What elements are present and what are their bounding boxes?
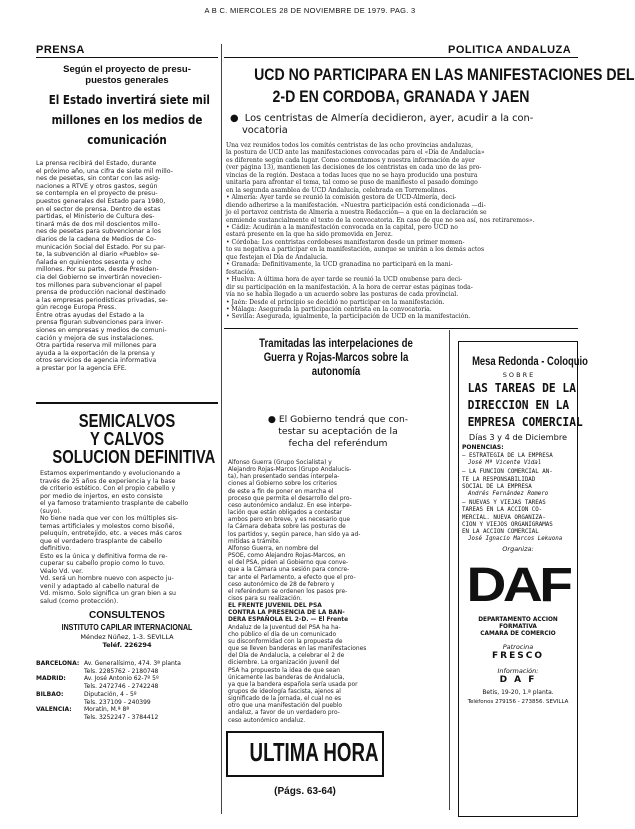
text-line: cación y mejora de sus instalaciones. bbox=[36, 334, 154, 342]
article2-body bbox=[228, 460, 444, 725]
city-line1: Diputación, 4 - 5º bbox=[84, 690, 137, 698]
city-line2: Tels. 3252247 - 3784412 bbox=[84, 713, 159, 721]
text-line: que se lleven banderas en las manifestaciones bbox=[228, 646, 367, 653]
hair-ad-headline: SEMICALVOS Y CALVOS SOLUCION DEFINITIVA bbox=[52, 411, 216, 467]
text-line: ceso autonómico andaluz. bbox=[228, 717, 306, 724]
text-line: diarios de la cadena de Medios de Co- bbox=[36, 235, 157, 243]
ultima-hora-box[interactable] bbox=[226, 731, 384, 777]
city-info bbox=[84, 691, 151, 706]
divider bbox=[36, 57, 218, 58]
text-line: PSA ha propuesto la idea de que sean bbox=[228, 667, 340, 674]
text-line: mitidas a trámite. bbox=[228, 538, 281, 545]
text-line: cho público el día de un comunicado bbox=[228, 631, 337, 638]
prensa-subhead: Según el proyecto de presu- puestos generales bbox=[63, 64, 191, 86]
divider bbox=[224, 57, 578, 58]
text-line: • Sevilla: Asegurada, igualmente, la participación de UCD en la manifestación. bbox=[226, 313, 471, 321]
daf-logo: DAF bbox=[466, 559, 570, 613]
text-line: a las empresas periodísticas privadas, se- bbox=[36, 296, 168, 304]
text-line: (ver página 13), mantienen las decisiones de los centristas en cada uno de las pro- bbox=[226, 164, 482, 172]
ad-info-label: Información: bbox=[497, 667, 539, 676]
text-line: millones. Por su parte, desde Presiden- bbox=[36, 266, 159, 274]
text-line: a prestar por la agencia EFE. bbox=[36, 365, 127, 373]
ultima-hora-title: ULTIMA HORA bbox=[249, 737, 379, 767]
text-line: que el verdadero trasplante de cabello bbox=[40, 537, 163, 545]
city-info bbox=[84, 675, 159, 690]
text-line: de este a fin de poner en marcha el bbox=[228, 488, 334, 495]
city-line2: Tels. 2285762 - 2180748 bbox=[84, 667, 159, 675]
city-line2: Tels. 2472746 - 2742248 bbox=[84, 683, 159, 691]
text-line: partidas, el Ministerio de Cultura des- bbox=[36, 213, 155, 221]
text-line: enmiende sustancialmente el texto de la convocatoria. En caso de que no sea así, nos retiraremos». bbox=[226, 216, 535, 224]
ad-info-address: Betis, 19-20, 1.ª planta. bbox=[482, 689, 554, 697]
text-line: cisos para su realización. bbox=[228, 595, 303, 602]
text-line: de criterio estético. Con el propio cabello y bbox=[40, 485, 176, 492]
mesa-redonda-ad bbox=[458, 341, 588, 817]
prensa-body bbox=[36, 160, 216, 373]
text-line: • Almería: Ayer tarde se reunió la comisión gestora de UCD-Almería, deci- bbox=[226, 194, 457, 202]
main-headline: UCD NO PARTICIPARA EN LAS MANIFESTACIONES DEL 2-D EN CORDOBA, GRANADA Y JAEN bbox=[254, 65, 635, 106]
text-line: ayuda a la exportación de la prensa y bbox=[36, 349, 155, 357]
divider bbox=[224, 328, 578, 329]
text-line: que a la Cámara una sesión para concre- bbox=[228, 567, 350, 574]
text-line: tinará más de dos mil doscientos millo- bbox=[36, 220, 160, 228]
hair-ad bbox=[36, 412, 218, 466]
text-line: vincias de la región. Destaca a todas luces que no se haya producido una postura bbox=[226, 171, 478, 179]
text-line: es diferente según cada lugar. Como comentamos y nuestra información de ayer bbox=[226, 156, 475, 164]
text-line: ciones al Gobierno sobre los criterios bbox=[228, 481, 337, 488]
ad-info-name: D A F bbox=[499, 675, 537, 686]
text-line: definitivo. bbox=[40, 545, 72, 552]
text-line: unitaria para afrontar el tema, tal como se puso de manifiesto el pasado domingo bbox=[226, 179, 478, 187]
ad-big-title: LAS TAREAS DE LA DIRECCION EN LA EMPRESA COMERCIAL bbox=[467, 380, 583, 429]
ultima-hora-pages: (Págs. 63-64) bbox=[274, 786, 336, 797]
text-line: otro que una manifestación del pueblo bbox=[228, 703, 343, 710]
ad-ponencias: PONENCIAS: bbox=[462, 444, 504, 451]
text-line: grupos de ideología fascista, ajenos al bbox=[228, 689, 341, 695]
text-line: La prensa recibirá del Estado, durante bbox=[36, 160, 157, 167]
text-line: ñalada en quinientos sesenta y ocho bbox=[36, 258, 152, 266]
text-line: Andaluz de la Juventud del PSA ha ha- bbox=[228, 624, 341, 631]
divider bbox=[36, 402, 218, 404]
city-line1: Av. José Antonio 62-7º 5º bbox=[84, 675, 159, 683]
text-line: se contempla en el proyecto de presu- bbox=[36, 190, 158, 198]
text-line: estará presente en la que ha sido promovida en Jerez. bbox=[226, 231, 393, 239]
city-entry bbox=[36, 706, 218, 721]
text-line: los partidos y, según parece, han sido ya ad- bbox=[228, 531, 361, 538]
ad-patrocina: Patrocina bbox=[502, 643, 534, 652]
text-line: andaluz, a favor de un verdadero pro- bbox=[228, 710, 340, 717]
ponencia-line: Andrés Fernández Romero bbox=[468, 491, 549, 498]
text-line: del Día de Andalucía, a celebrar el 2 de bbox=[228, 653, 345, 660]
city-name: BARCELONA: bbox=[36, 660, 80, 667]
text-line: • Jaén: Desde el principio se decidió no participar en la manifestación. bbox=[226, 298, 445, 306]
text-line: el próximo año, una cifra de siete mil millo- bbox=[36, 167, 174, 175]
text-line: Esto es la única y definitiva forma de re- bbox=[40, 552, 168, 560]
text-line: por medio de injertos, en esto consiste bbox=[40, 492, 163, 500]
bullet-icon: ● bbox=[230, 113, 245, 124]
text-line: naciones a RTVE y otros gastos, según bbox=[36, 182, 158, 190]
ponencia-line: José Mª Vicente Vidal bbox=[468, 460, 542, 467]
text-line: otros servicios de agencia informativa bbox=[36, 357, 157, 365]
text-line: (suyo). bbox=[40, 507, 62, 515]
main-body bbox=[226, 142, 578, 321]
text-line: salud (como protección). bbox=[40, 597, 119, 605]
page-header: A B C. MIERCOLES 28 DE NOVIEMBRE DE 1979. PAG. 3 bbox=[204, 6, 416, 15]
text-line: Vd. mismo. Solo significa un gran bien a su bbox=[40, 590, 177, 597]
text-line: temas artificiales y molestos como bisoñé, bbox=[40, 522, 175, 530]
text-line: lación que están obligados a contestar bbox=[228, 510, 343, 517]
text-line: nes de pesetas para subvencionar a los bbox=[36, 228, 162, 236]
text-line: Alfonso Guerra (Grupo Socialista) y bbox=[228, 460, 332, 466]
city-entry bbox=[36, 691, 218, 706]
ad-sobre: S O B R E bbox=[502, 371, 534, 379]
ad-organiza: Organiza: bbox=[502, 545, 534, 554]
text-line: la Cámara debata sobre las posturas de bbox=[228, 524, 346, 531]
text-line: gún recoge Europa Press. bbox=[36, 304, 117, 312]
text-line: peluquín, entretejido, etc. a veces más caros bbox=[40, 530, 182, 537]
city-line2: Tels. 237109 - 240399 bbox=[84, 698, 151, 706]
text-line: que festejan el Día de Andalucía. bbox=[226, 253, 328, 261]
text-line: Estamos experimentando y evolucionando a bbox=[40, 470, 181, 477]
text-line: • Granada: Definitivamente, la UCD granadina no participará en la mani- bbox=[226, 261, 453, 269]
text-line: festación. bbox=[226, 268, 256, 276]
city-info bbox=[84, 660, 181, 675]
text-line: puestos generales del Estado para 1980, bbox=[36, 197, 166, 205]
ponencia-line: EN LA ACCION COMERCIAL bbox=[462, 529, 539, 536]
text-line: prensa figuran subvenciones para inver- bbox=[36, 319, 164, 327]
text-line: la postura de UCD ante las manifestaciones convocadas para el «Día de Andalucía» bbox=[226, 149, 485, 157]
text-line: el ya famoso tratamiento trasplante de cabello bbox=[40, 500, 189, 507]
text-line: to su negativa a participar en la manifestación, aunque se unirán a los demás actos bbox=[226, 246, 485, 254]
prensa-headline: El Estado invertirá siete mil millones en los medios de comunicación bbox=[48, 93, 210, 147]
text-line: • Huelva: A última hora de ayer tarde se reunió la UCD onubense para deci- bbox=[226, 276, 463, 284]
ad-info-phone: Teléfonos 279156 - 273856. SEVILLA bbox=[467, 699, 569, 706]
hair-ad-contact bbox=[36, 610, 218, 649]
text-line: ambos pero en breve, y es necesario que bbox=[228, 517, 350, 524]
consult-title: CONSULTENOS bbox=[89, 610, 165, 621]
text-line: PSOE, como Alejandro Rojas-Marcos, en bbox=[228, 553, 346, 560]
section-label-prensa: PRENSA bbox=[36, 44, 85, 56]
ponencia-item bbox=[462, 453, 574, 467]
text-line: DERA ESPAÑOLA EL 2-D. — El Frente bbox=[228, 617, 349, 624]
text-line: tos millones para subvencionar el papel bbox=[36, 281, 162, 289]
text-line: Entre otras ayudas del Estado a la bbox=[36, 311, 145, 319]
text-line: ceso autonómico de 28 de febrero y bbox=[228, 581, 335, 588]
text-line: tar ante el Parlamento, a efecto que el pro- bbox=[228, 574, 356, 581]
text-line: ceso autonómico andaluz. En ese interpe- bbox=[228, 502, 352, 509]
ponencia-line: — ESTRATEGIA DE LA EMPRESA bbox=[462, 453, 553, 459]
text-line: el referéndum se ordenen los pasos pre- bbox=[228, 588, 348, 595]
ponencia-line: — LA FUNCION COMERCIAL AN- bbox=[462, 469, 553, 476]
article2-lead: ● El Gobierno tendrá que con- testar su aceptación de la fecha del referéndum bbox=[267, 414, 409, 449]
text-line: municación Social del Estado. Por su par- bbox=[36, 243, 166, 251]
text-line: ya que la bandera española sería usada por bbox=[228, 681, 358, 688]
text-line: través de 25 años de experiencia y la base bbox=[40, 477, 176, 485]
ad-ponencias-list bbox=[462, 453, 574, 543]
text-line: Vd. será un hombre nuevo con aspecto ju- bbox=[40, 575, 174, 582]
city-name: VALENCIA: bbox=[36, 706, 72, 714]
institute-name: INSTITUTO CAPILAR INTERNACIONAL bbox=[61, 622, 193, 632]
text-line: Alfonso Guerra, en nombre del bbox=[228, 545, 319, 552]
city-entry bbox=[36, 660, 218, 675]
text-line: • Málaga: Asegurada la participación centrista en la convocatoria. bbox=[226, 305, 432, 313]
ad-title: Mesa Redonda - Coloquio bbox=[472, 356, 588, 368]
text-line: Véalo Vd. ver. bbox=[40, 567, 84, 575]
text-line: Alejandro Rojas-Marcos (Grupo Andalucis- bbox=[228, 467, 352, 474]
text-line: • Cádiz: Acudirán a la manifestación convocada en la capital, pero UCD no bbox=[226, 223, 458, 231]
text-line: No tiene nada que ver con los múltiples sis- bbox=[40, 515, 179, 522]
institute-phone: Teléf. 226294 bbox=[102, 641, 152, 649]
city-info bbox=[84, 706, 158, 721]
text-line: venil y adaptado al cabello natural de bbox=[40, 582, 160, 590]
city-entry bbox=[36, 675, 218, 690]
article2-headline: Tramitadas las interpelaciones de Guerra y Rojas-Marcos sobre la autonomía bbox=[259, 336, 413, 378]
text-line: ta), han presentado sendas interpela- bbox=[228, 474, 340, 481]
text-line: cuperar su cabello propio como lo tuvo. bbox=[40, 560, 165, 567]
text-line: su disconformidad con la propuesta de bbox=[228, 638, 343, 645]
ponencia-item bbox=[462, 500, 574, 543]
column-divider bbox=[449, 330, 450, 810]
text-line: jo el portavoz centrista de Almería a nuestra Redacción— a que en la declaración se bbox=[226, 209, 487, 217]
text-line: dir su participación en la manifestación. A la hora de cerrar estas páginas toda- bbox=[226, 283, 473, 291]
text-line: diciembre. La organización juvenil del bbox=[228, 660, 340, 667]
text-line: el del PSA, piden al Gobierno que conve- bbox=[228, 560, 349, 567]
text-line: prensa de producción nacional destinado bbox=[36, 289, 166, 297]
ponencia-line: TE LA RESPONSABILIDAD bbox=[462, 476, 536, 483]
text-line: Una vez reunidos todos los comités centristas de las ocho provincias andaluzas, bbox=[226, 142, 474, 149]
bullet-icon: ● bbox=[267, 414, 279, 425]
text-line: nes de pesetas, sin contar con las asig- bbox=[36, 175, 161, 183]
text-line: en la segunda asamblea de UCD Andalucía, celebrada en Torremolinos. bbox=[226, 186, 448, 194]
ponencia-line: MERCIAL. NUEVA ORGANIZA- bbox=[462, 514, 546, 521]
text-line: te, la subvención al diario «Pueblo» se- bbox=[36, 251, 160, 259]
text-line: significado de la jornada, el cual no es bbox=[228, 696, 342, 703]
hair-ad-body bbox=[40, 470, 218, 605]
ponencia-line: TAREAS EN LA ACCION CO- bbox=[462, 507, 543, 514]
ponencia-line: José Ignacio Marcos Lekuona bbox=[468, 536, 563, 543]
institute-address: Méndez Núñez, 1-3. SEVILLA bbox=[80, 633, 174, 641]
text-line: CONTRA LA PRESENCIA DE LA BAN- bbox=[228, 610, 345, 617]
text-line: únicamente las banderas de Andalucía, bbox=[228, 674, 345, 681]
ad-dept: DEPARTAMENTO ACCION FORMATIVA CAMARA DE COMERCIO bbox=[478, 617, 558, 638]
ad-dates: Días 3 y 4 de Diciembre bbox=[468, 432, 568, 442]
ponencia-line: SOCIAL DE LA EMPRESA bbox=[462, 483, 532, 490]
text-line: en el sector de prensa. Dentro de estas bbox=[36, 205, 161, 213]
text-line: diendo adherirse a la manifestación. «Nuestra participación está condicionada —di- bbox=[226, 201, 486, 209]
city-list bbox=[36, 660, 218, 722]
text-line: • Córdoba: Los centristas cordobeses manifestaron desde un primer momen- bbox=[226, 238, 465, 246]
text-line: siones en empresas y medios de comuni- bbox=[36, 327, 167, 335]
city-line1: Av. Generalísimo, 474. 3ª planta bbox=[84, 660, 181, 667]
text-line: EL FRENTE JUVENIL DEL PSA bbox=[228, 603, 322, 610]
prensa-article bbox=[36, 64, 218, 150]
city-name: BILBAO: bbox=[36, 690, 64, 698]
ponencia-item bbox=[462, 469, 574, 498]
text-line: proceso que permita el desarrollo del pro- bbox=[228, 495, 352, 502]
section-label-politica: POLITICA ANDALUZA bbox=[448, 44, 572, 56]
city-line1: Moratín, M.ª 8ª bbox=[84, 706, 130, 714]
main-lead: ● Los centristas de Almería decidieron, ayer, acudir a la con- vocatoria bbox=[230, 113, 534, 136]
column-divider bbox=[221, 44, 222, 814]
city-name: MADRID: bbox=[36, 675, 66, 683]
ponencia-line: CION Y VIEJOS ORGANIGRAMAS bbox=[462, 521, 553, 528]
ad-sponsor: FRESCO bbox=[492, 651, 544, 662]
text-line: cia del Gobierno se invertirán novecien- bbox=[36, 273, 162, 281]
text-line: Otra partida reserva mil millones para bbox=[36, 342, 157, 350]
ponencia-line: — NUEVAS Y VIEJAS TAREAS bbox=[462, 500, 546, 507]
text-line: vía no se había llegado a un acuerdo sobre las posturas de cada provincial. bbox=[226, 291, 459, 299]
